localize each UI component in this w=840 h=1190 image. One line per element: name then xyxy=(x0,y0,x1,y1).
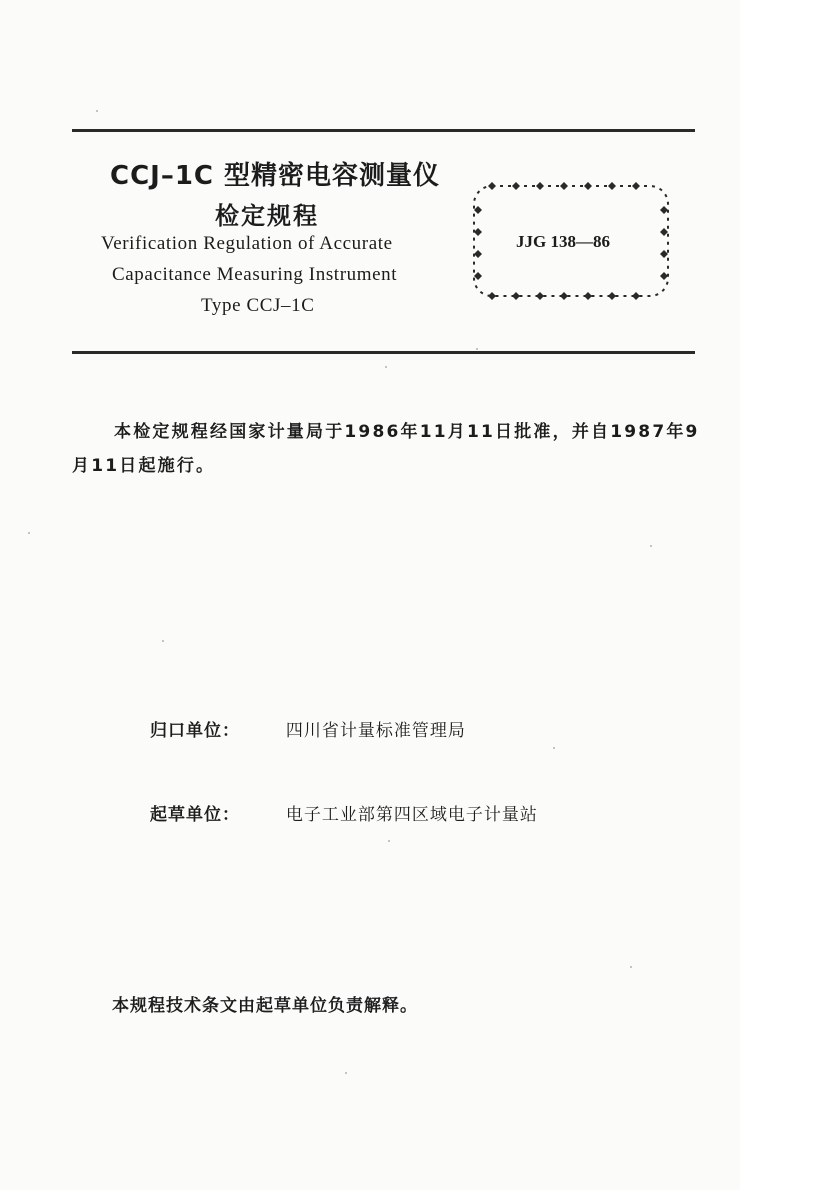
subtitle-chinese: 检定规程 xyxy=(215,202,319,230)
scan-speck xyxy=(96,110,98,112)
title-english-line-2: Capacitance Measuring Instrument xyxy=(112,264,398,285)
scan-speck xyxy=(630,966,632,968)
scan-speck xyxy=(385,366,387,368)
drafting-unit-label: 起草单位： xyxy=(150,805,240,825)
interpretation-note: 本规程技术条文由起草单位负责解释。 xyxy=(112,996,418,1016)
scan-speck xyxy=(28,532,30,534)
bottom-rule xyxy=(72,351,695,354)
responsible-unit-label: 归口单位： xyxy=(150,721,240,741)
drafting-unit-row xyxy=(150,800,538,825)
top-rule xyxy=(72,129,695,132)
scan-speck xyxy=(162,640,164,642)
title-chinese: CCJ–1C 型精密电容测量仪 xyxy=(110,161,441,191)
scan-speck xyxy=(345,1072,347,1074)
standard-code: JJG 138—86 xyxy=(516,232,610,251)
page-edge xyxy=(740,0,840,1190)
approval-statement: 本检定规程经国家计量局于1986年11月11日批准，并自1987年9月11日起施行。 xyxy=(72,422,700,476)
scan-speck xyxy=(388,840,390,842)
responsible-unit-row xyxy=(150,716,466,741)
drafting-unit-value: 电子工业部第四区域电子计量站 xyxy=(285,805,538,825)
title-english-line-1: Verification Regulation of Accurate xyxy=(101,233,393,254)
scan-speck xyxy=(553,747,555,749)
scan-speck xyxy=(650,545,652,547)
responsible-unit-value: 四川省计量标准管理局 xyxy=(285,721,466,741)
title-english-line-3: Type CCJ–1C xyxy=(201,295,315,316)
scan-speck xyxy=(476,348,478,350)
